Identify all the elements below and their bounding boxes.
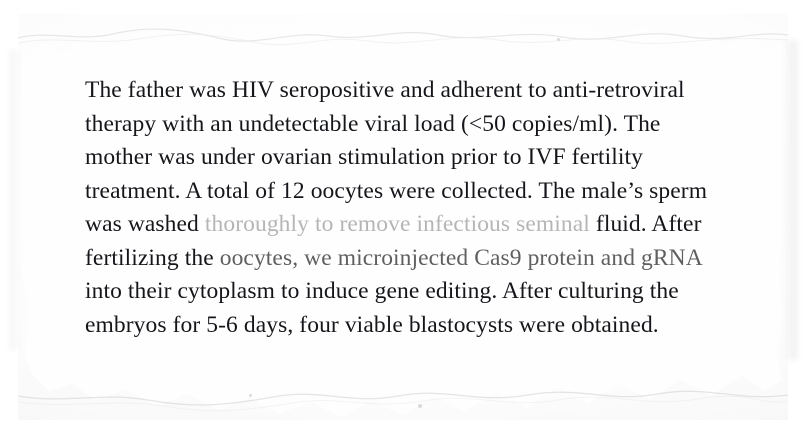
text-line-3: mother was under ovarian stimulation prior to IVF fertility: [85, 144, 644, 170]
paper-speck: [418, 404, 422, 408]
text-line-1: The father was HIV seropositive and adherent to anti-retroviral: [85, 77, 685, 103]
text-line-4: treatment. A total of 12 oocytes were collected. The male’s sperm: [85, 177, 708, 204]
line5-prefix: was washed: [85, 211, 205, 237]
text-line-7: into their cytoplasm to induce gene editing. After culturing the: [85, 278, 679, 304]
paragraph: [85, 74, 725, 342]
line5-suffix: fluid. After: [589, 211, 702, 237]
line5-faded-text: thoroughly to remove infectious seminal: [204, 211, 590, 237]
line6-faded-text: oocytes, we microinjected Cas9 protein and gRNA: [219, 244, 703, 271]
text-line-8: embryos for 5-6 days, four viable blastocysts were obtained.: [85, 311, 659, 338]
line6-prefix: fertilizing the: [85, 244, 220, 271]
text-line-5: [85, 208, 725, 242]
paper-speck: [249, 394, 252, 397]
text-line-2: therapy with an undetectable viral load (<50 copies/ml). The: [85, 110, 661, 137]
text-line-6: [85, 242, 725, 276]
document-text: [85, 74, 725, 342]
